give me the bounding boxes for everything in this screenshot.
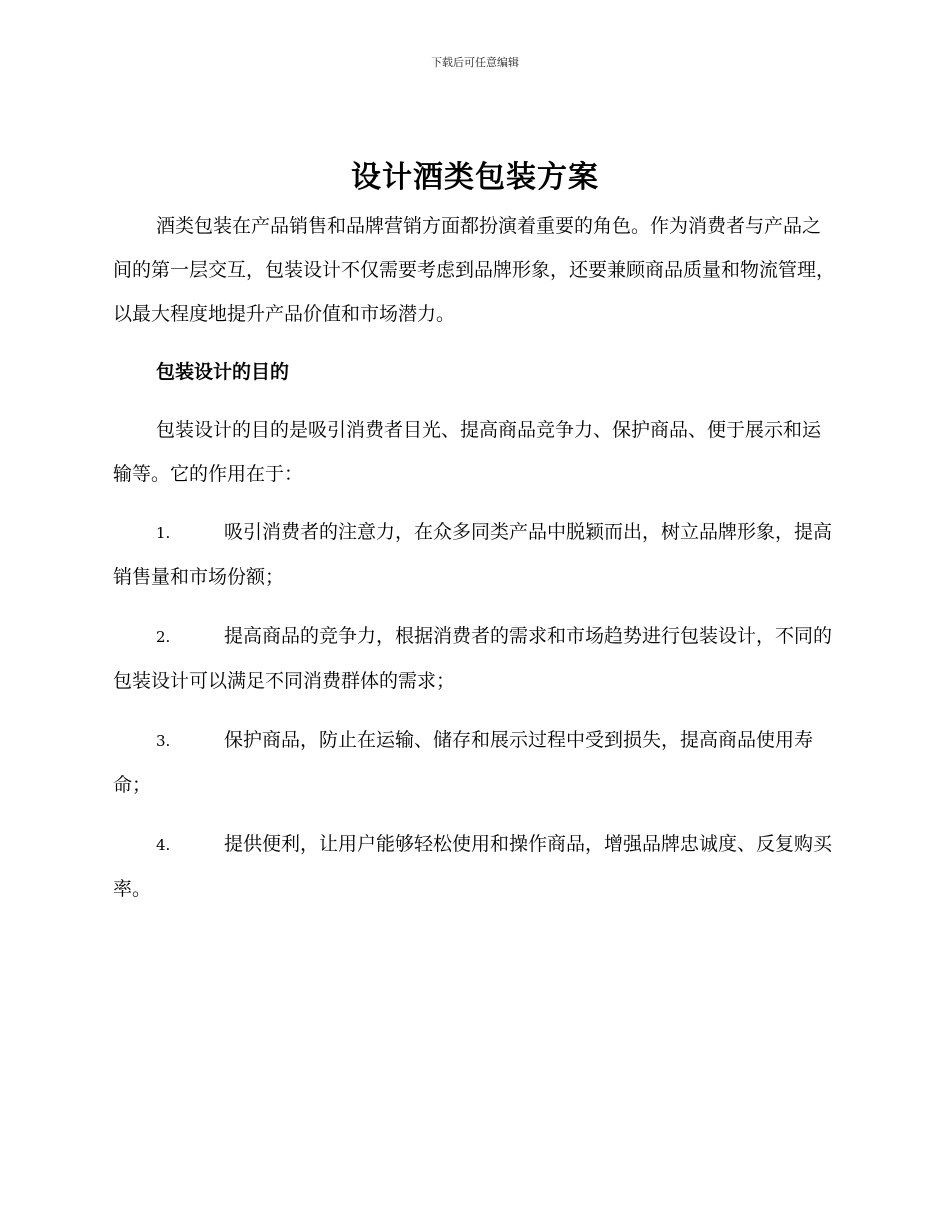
list-item-1 [113, 510, 835, 599]
intro-paragraph: 酒类包装在产品销售和品牌营销方面都扮演着重要的角色。作为消费者与产品之间的第一层交互，包装设计不仅需要考虑到品牌形象，还要兼顾商品质量和物流管理，以最大程度地提升产品价值和市场潜力。 [113, 215, 836, 325]
document-title: 设计酒类包装方案 [351, 160, 599, 195]
section-paragraph: 包装设计的目的是吸引消费者目光、提高商品竞争力、保护商品、便于展示和运输等。它的作用在于： [113, 419, 822, 485]
list-text: 提供便利，让用户能够轻松使用和操作商品，增强品牌忠诚度、反复购买率。 [113, 833, 833, 900]
list-text: 提高商品的竞争力，根据消费者的需求和市场趋势进行包装设计，不同的包装设计可以满足不同消费群体的需求； [113, 625, 833, 692]
header-note: 下载后可任意编辑 [431, 56, 519, 69]
list-number: 1. [156, 524, 171, 542]
list-number: 2. [156, 628, 171, 646]
list-number: 4. [156, 836, 171, 854]
document-body [113, 204, 835, 926]
list-number: 3. [156, 732, 171, 750]
list-item-4 [113, 822, 835, 911]
section-heading: 包装设计的目的 [156, 361, 290, 383]
list-text: 吸引消费者的注意力，在众多同类产品中脱颖而出，树立品牌形象，提高销售量和市场份额； [113, 521, 833, 588]
list-item-2 [113, 614, 835, 703]
list-item-3 [113, 718, 835, 807]
list-text: 保护商品，防止在运输、储存和展示过程中受到损失，提高商品使用寿命； [113, 729, 814, 796]
